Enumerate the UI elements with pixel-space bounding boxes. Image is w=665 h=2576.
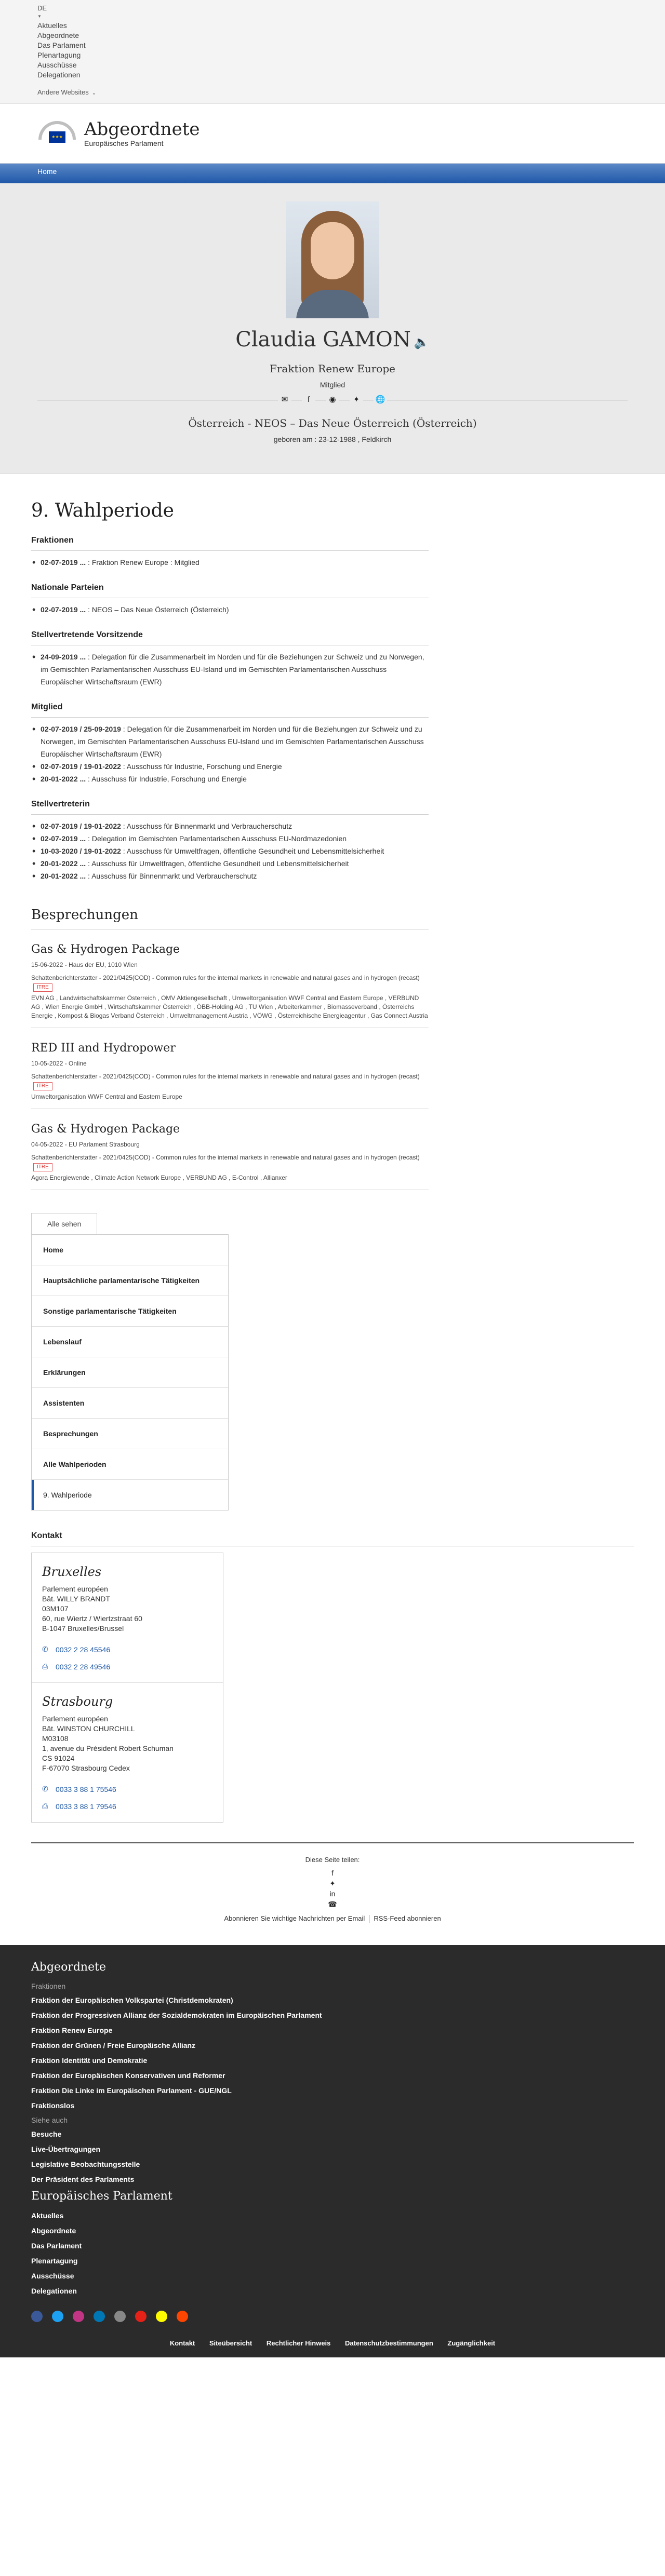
list-item [31,603,429,616]
meeting-item [31,1109,429,1190]
meeting-description [31,974,429,992]
menu-item-home[interactable]: Home [32,1235,228,1265]
footer-groups-label: Fraktionen [31,1981,66,1990]
role-date: 20-01-2022 ... [41,872,86,880]
committee-badge[interactable]: ITRE [33,983,52,992]
role-section [31,800,429,882]
section-title: Fraktionen [31,536,74,545]
role-section [31,630,429,688]
menu-item-term-9[interactable]: 9. Wahlperiode [32,1480,228,1510]
section-title: Nationale Parteien [31,583,104,592]
divider [31,717,429,718]
office-city: Bruxelles [42,1565,102,1579]
top-link-abgeordnete[interactable]: Abgeordnete [37,31,79,39]
mep-name: Claudia GAMON [235,328,411,352]
footer-link[interactable]: Fraktion Renew Europe [31,2026,113,2034]
list-item [31,820,429,832]
role-text: : Delegation für die Zusammenarbeit im Norden und für die Beziehungen zur Schweiz und zu Norwegen, im Gemischten Parlamentarischen Ausschuss EU-Island und im Gemischten Parlamentarischen Ausschuss Europäischer Wirtschaftsraum (EWR) [41,725,424,758]
top-link-delegationen[interactable]: Delegationen [37,71,81,79]
mep-photo [286,201,379,318]
address-line: Bât. WINSTON CHURCHILL [42,1724,135,1733]
reddit-icon[interactable] [177,2311,188,2322]
other-websites[interactable] [37,88,628,96]
meeting-date: 10-05-2022 - Online [31,1060,87,1067]
meeting-participants: Umweltorganisation WWF Central and Eastern Europe [31,1093,182,1100]
role-date: 10-03-2020 / 19-01-2022 [41,847,121,855]
menu-item-all-terms[interactable]: Alle Wahlperioden [32,1449,228,1480]
legal-link[interactable]: Siteübersicht [209,2339,252,2347]
meeting-procedure[interactable]: Schattenberichterstatter - 2021/0425(COD) - Common rules for the internal markets in renewable and natural gases and in hydrogen (recast) [31,1073,420,1080]
footer-link[interactable]: Live-Übertragungen [31,2145,101,2153]
email-icon[interactable]: ✉ [278,393,291,407]
legal-link[interactable]: Rechtlicher Hinweis [266,2339,331,2347]
role-text: : Fraktion Renew Europe : Mitglied [86,558,200,567]
share-label: Diese Seite teilen: [305,1856,360,1864]
flickr-icon[interactable] [114,2311,126,2322]
menu-item-cv[interactable]: Lebenslauf [32,1327,228,1357]
mep-group: Fraktion Renew Europe [269,362,395,375]
footer-link[interactable]: Fraktion der Grünen / Freie Europäische Allianz [31,2041,196,2049]
fax-number: 0033 3 88 1 79546 [56,1802,116,1811]
facebook-icon[interactable] [31,2311,43,2322]
role-text: : Ausschuss für Industrie, Forschung und Energie [86,775,247,783]
menu-item-main-activities[interactable]: Hauptsächliche parlamentarische Tätigkeiten [32,1265,228,1296]
brand-subtitle: Europäisches Parlament [84,139,164,147]
social-icons [37,393,628,407]
role-section [31,583,429,616]
footer-link[interactable]: Fraktion der Europäischen Volkspartei (Christdemokraten) [31,1995,233,2004]
footer-link[interactable]: Delegationen [31,2286,77,2295]
youtube-icon[interactable] [135,2311,147,2322]
photo-face [311,222,354,279]
meetings-title: Besprechungen [31,907,429,929]
nav-home[interactable]: Home [37,167,57,176]
speaker-icon[interactable]: 🔈 [414,335,430,349]
meeting-title: Gas & Hydrogen Package [31,1123,180,1136]
fax-icon: ⎙ [42,1662,48,1670]
top-link-aktuelles[interactable]: Aktuelles [37,21,67,30]
menu-item-other-activities[interactable]: Sonstige parlamentarische Tätigkeiten [32,1296,228,1327]
role-text: : Ausschuss für Umweltfragen, öffentliche Gesundheit und Lebensmittelsicherheit [86,859,349,868]
role-text: : Ausschuss für Umweltfragen, öffentliche Gesundheit und Lebensmittelsicherheit [121,847,384,855]
meeting-title: RED III and Hydropower [31,1042,176,1055]
facebook-icon[interactable]: f [331,1869,334,1877]
social-icons-row [31,2311,634,2324]
facebook-icon[interactable]: f [302,393,315,407]
role-date: 02-07-2019 / 25-09-2019 [41,725,121,733]
site-footer [0,1945,665,2357]
fax-icon: ⎙ [42,1802,48,1810]
section-title: Mitglied [31,703,63,711]
list-item [31,845,429,857]
role-text: : Delegation für die Zusammenarbeit im Norden und für die Beziehungen zur Schweiz und zu Norwegen, im Gemischten Parlamentarischen Ausschuss EU-Island und im Gemischten Parlamentarischen Ausschuss Europäischer Wirtschaftsraum (EWR) [41,653,424,686]
footer-link[interactable]: Der Präsident des Parlaments [31,2175,135,2183]
list-item [31,723,429,760]
top-link-plenartagung[interactable]: Plenartagung [37,51,81,59]
role-section [31,703,429,785]
address-line: F-67070 Strasbourg Cedex [42,1764,130,1772]
footer-link[interactable]: Besuche [31,2129,62,2138]
role-text: : Ausschuss für Industrie, Forschung und Energie [121,762,282,771]
brand-title[interactable]: Abgeordnete [84,119,200,140]
list-item [31,760,429,773]
role-date: 02-07-2019 / 19-01-2022 [41,762,121,771]
role-date: 02-07-2019 / 19-01-2022 [41,822,121,830]
mep-country: Österreich - NEOS – Das Neue Österreich (Österreich) [188,417,477,429]
address-line: 03M107 [42,1604,69,1613]
meeting-date: 04-05-2022 - EU Parlament Strasbourg [31,1141,140,1148]
role-text: : Ausschuss für Binnenmarkt und Verbraucherschutz [86,872,257,880]
phone-link[interactable] [42,1645,212,1654]
phone-link[interactable] [42,1785,212,1793]
footer-link[interactable]: Aktuelles [31,2211,64,2220]
office-city: Strasbourg [42,1694,113,1709]
address-line: CS 91024 [42,1754,75,1762]
footer-link[interactable]: Plenartagung [31,2256,78,2265]
twitter-icon[interactable]: ✦ [350,393,363,407]
role-text: : Delegation im Gemischten Parlamentarischen Ausschuss EU-Nordmazedonien [86,834,347,843]
whatsapp-icon[interactable]: ☎ [328,1900,337,1908]
fax-link[interactable] [42,1802,212,1811]
phone-icon: ✆ [42,1785,48,1793]
meeting-description [31,1153,429,1171]
footer-link[interactable]: Abgeordnete [31,2226,76,2235]
role-text: : NEOS – Das Neue Österreich (Österreich) [86,605,229,614]
role-date: 20-01-2022 ... [41,859,86,868]
brand [84,119,200,147]
list-item [31,651,429,688]
contact-title: Kontakt [31,1531,634,1546]
footer-link[interactable]: Legislative Beobachtungsstelle [31,2160,140,2168]
ep-logo[interactable] [36,120,78,147]
footer-link[interactable]: Fraktion Die Linke im Europäischen Parlament - GUE/NGL [31,2086,232,2095]
committee-badge[interactable]: ITRE [33,1163,52,1171]
address-line: 60, rue Wiertz / Wiertzstraat 60 [42,1614,142,1623]
role-section [31,536,429,569]
site-header [0,104,665,164]
mep-header [0,183,665,474]
section-title: Stellvertreterin [31,800,90,808]
mep-name-row [0,328,665,352]
office-address [42,1584,212,1634]
meeting-procedure[interactable]: Schattenberichterstatter - 2021/0425(COD) - Common rules for the internal markets in renewable and natural gases and in hydrogen (recast) [31,1154,420,1161]
social-links [37,392,628,408]
meeting-participants: EVN AG , Landwirtschaftskammer Österreich , OMV Aktiengesellschaft , Umweltorganisation WWF Central and Eastern Europe , VERBUND AG , Wien Energie GmbH , Wirtschaftskammer Österreich , ÖBB-Holding AG , TU Wien , Arbeiterkammer , Biomasseverband , Österreichs Energie , Kompost & Biogas Verband Österreich , Umweltmanagement Austria , VÖWG , Österreichische Energieagentur , Gas Connect Austria [31,994,428,1019]
subscribe-email-link[interactable]: Abonnieren Sie wichtige Nachrichten per Email [224,1914,365,1922]
footer-see-also-label: Siehe auch [31,2115,68,2124]
phone-number: 0032 2 28 45546 [56,1645,111,1654]
role-date: 24-09-2019 ... [41,653,86,661]
top-links [37,21,628,80]
main-nav [0,164,665,183]
phone-number: 0033 3 88 1 75546 [56,1785,116,1793]
legal-links [31,2334,634,2347]
role-list [31,723,429,785]
role-list [31,603,429,616]
top-link-ausschuesse[interactable]: Ausschüsse [37,61,77,69]
roles-sections [31,536,634,882]
footer-link[interactable]: Fraktion der Europäischen Konservativen und Reformer [31,2071,225,2080]
rss-link[interactable]: RSS-Feed abonnieren [374,1914,441,1922]
menu-item-declarations[interactable]: Erklärungen [32,1357,228,1388]
meeting-description [31,1072,429,1090]
side-menu [31,1234,229,1510]
main-content [0,500,665,1945]
subscribe-links [31,1914,634,1945]
eu-flag-icon: ★★★ [49,131,65,143]
footer-ep-title: Europäisches Parlament [31,2189,172,2203]
twitter-icon[interactable]: ✦ [329,1879,336,1887]
address-line: M03108 [42,1734,69,1743]
role-date: 20-01-2022 ... [41,775,86,783]
menu-item-assistants[interactable]: Assistenten [32,1388,228,1419]
linkedin-icon[interactable] [94,2311,105,2322]
address-line: Parlement européen [42,1715,108,1723]
meeting-procedure[interactable]: Schattenberichterstatter - 2021/0425(COD) - Common rules for the internal markets in renewable and natural gases and in hydrogen (recast) [31,974,420,981]
committee-badge[interactable]: ITRE [33,1082,52,1090]
chevron-down-icon: ▼ [37,14,42,19]
meeting-item [31,1028,429,1109]
other-websites-label: Andere Websites [37,88,89,96]
role-list [31,820,429,882]
role-date: 02-07-2019 ... [41,558,86,567]
top-link-parlament[interactable]: Das Parlament [37,41,86,49]
top-bar [0,0,665,104]
footer-link[interactable]: Das Parlament [31,2241,82,2250]
meeting-date: 15-06-2022 - Haus der EU, 1010 Wien [31,961,138,968]
section-title: Stellvertretende Vorsitzende [31,630,143,639]
fax-number: 0032 2 28 49546 [56,1662,111,1671]
meeting-participants: Agora Energiewende , Climate Action Network Europe , VERBUND AG , E-Control , Allianxer [31,1174,287,1181]
divider [31,814,429,815]
legal-link[interactable]: Zugänglichkeit [447,2339,496,2347]
role-list [31,651,429,688]
see-all-button[interactable]: Alle sehen [31,1213,97,1234]
address-line: B-1047 Bruxelles/Brussel [42,1624,124,1633]
meeting-item [31,929,429,1028]
list-item [31,870,429,882]
footer-title: Abgeordnete [31,1960,106,1974]
share-section [31,1842,634,1945]
list-item [31,556,429,569]
list-item [31,832,429,845]
chevron-down-icon: ⌄ [91,90,97,96]
office-strasbourg [32,1683,223,1822]
footer-link[interactable]: Fraktionslos [31,2101,75,2110]
instagram-icon[interactable]: ◉ [326,393,339,407]
meetings-list [31,929,634,1190]
footer-link[interactable]: Fraktion Identität und Demokratie [31,2056,148,2065]
page-title: 9. Wahlperiode [31,500,174,521]
office-address [42,1714,212,1773]
list-item [31,773,429,785]
address-line: Bât. WILLY BRANDT [42,1595,110,1603]
instagram-icon[interactable] [73,2311,84,2322]
linkedin-icon[interactable]: in [329,1890,336,1898]
role-date: 02-07-2019 ... [41,834,86,843]
footer-link[interactable]: Ausschüsse [31,2271,74,2280]
office-brussels [32,1553,223,1683]
divider [31,550,429,551]
phone-icon: ✆ [42,1645,48,1653]
role-date: 02-07-2019 ... [41,605,86,614]
website-icon[interactable]: 🌐 [374,393,387,407]
mep-birth: geboren am : 23-12-1988 , Feldkirch [273,435,392,443]
footer-link[interactable]: Fraktion der Progressiven Allianz der Sozialdemokraten im Europäischen Parlament [31,2011,322,2019]
legal-link[interactable]: Kontakt [169,2339,195,2347]
fax-link[interactable] [42,1662,212,1671]
role-text: : Ausschuss für Binnenmarkt und Verbraucherschutz [121,822,292,830]
legal-link[interactable]: Datenschutzbestimmungen [345,2339,433,2347]
role-list [31,556,429,569]
menu-item-meetings[interactable]: Besprechungen [32,1419,228,1449]
snapchat-icon[interactable] [156,2311,167,2322]
twitter-icon[interactable] [52,2311,63,2322]
address-line: 1, avenue du Président Robert Schuman [42,1744,174,1752]
contact-box [31,1553,223,1823]
list-item [31,857,429,870]
language-selector[interactable]: DE [37,4,47,12]
mep-role: Mitglied [320,381,345,389]
meeting-title: Gas & Hydrogen Package [31,943,180,956]
address-line: Parlement européen [42,1585,108,1593]
